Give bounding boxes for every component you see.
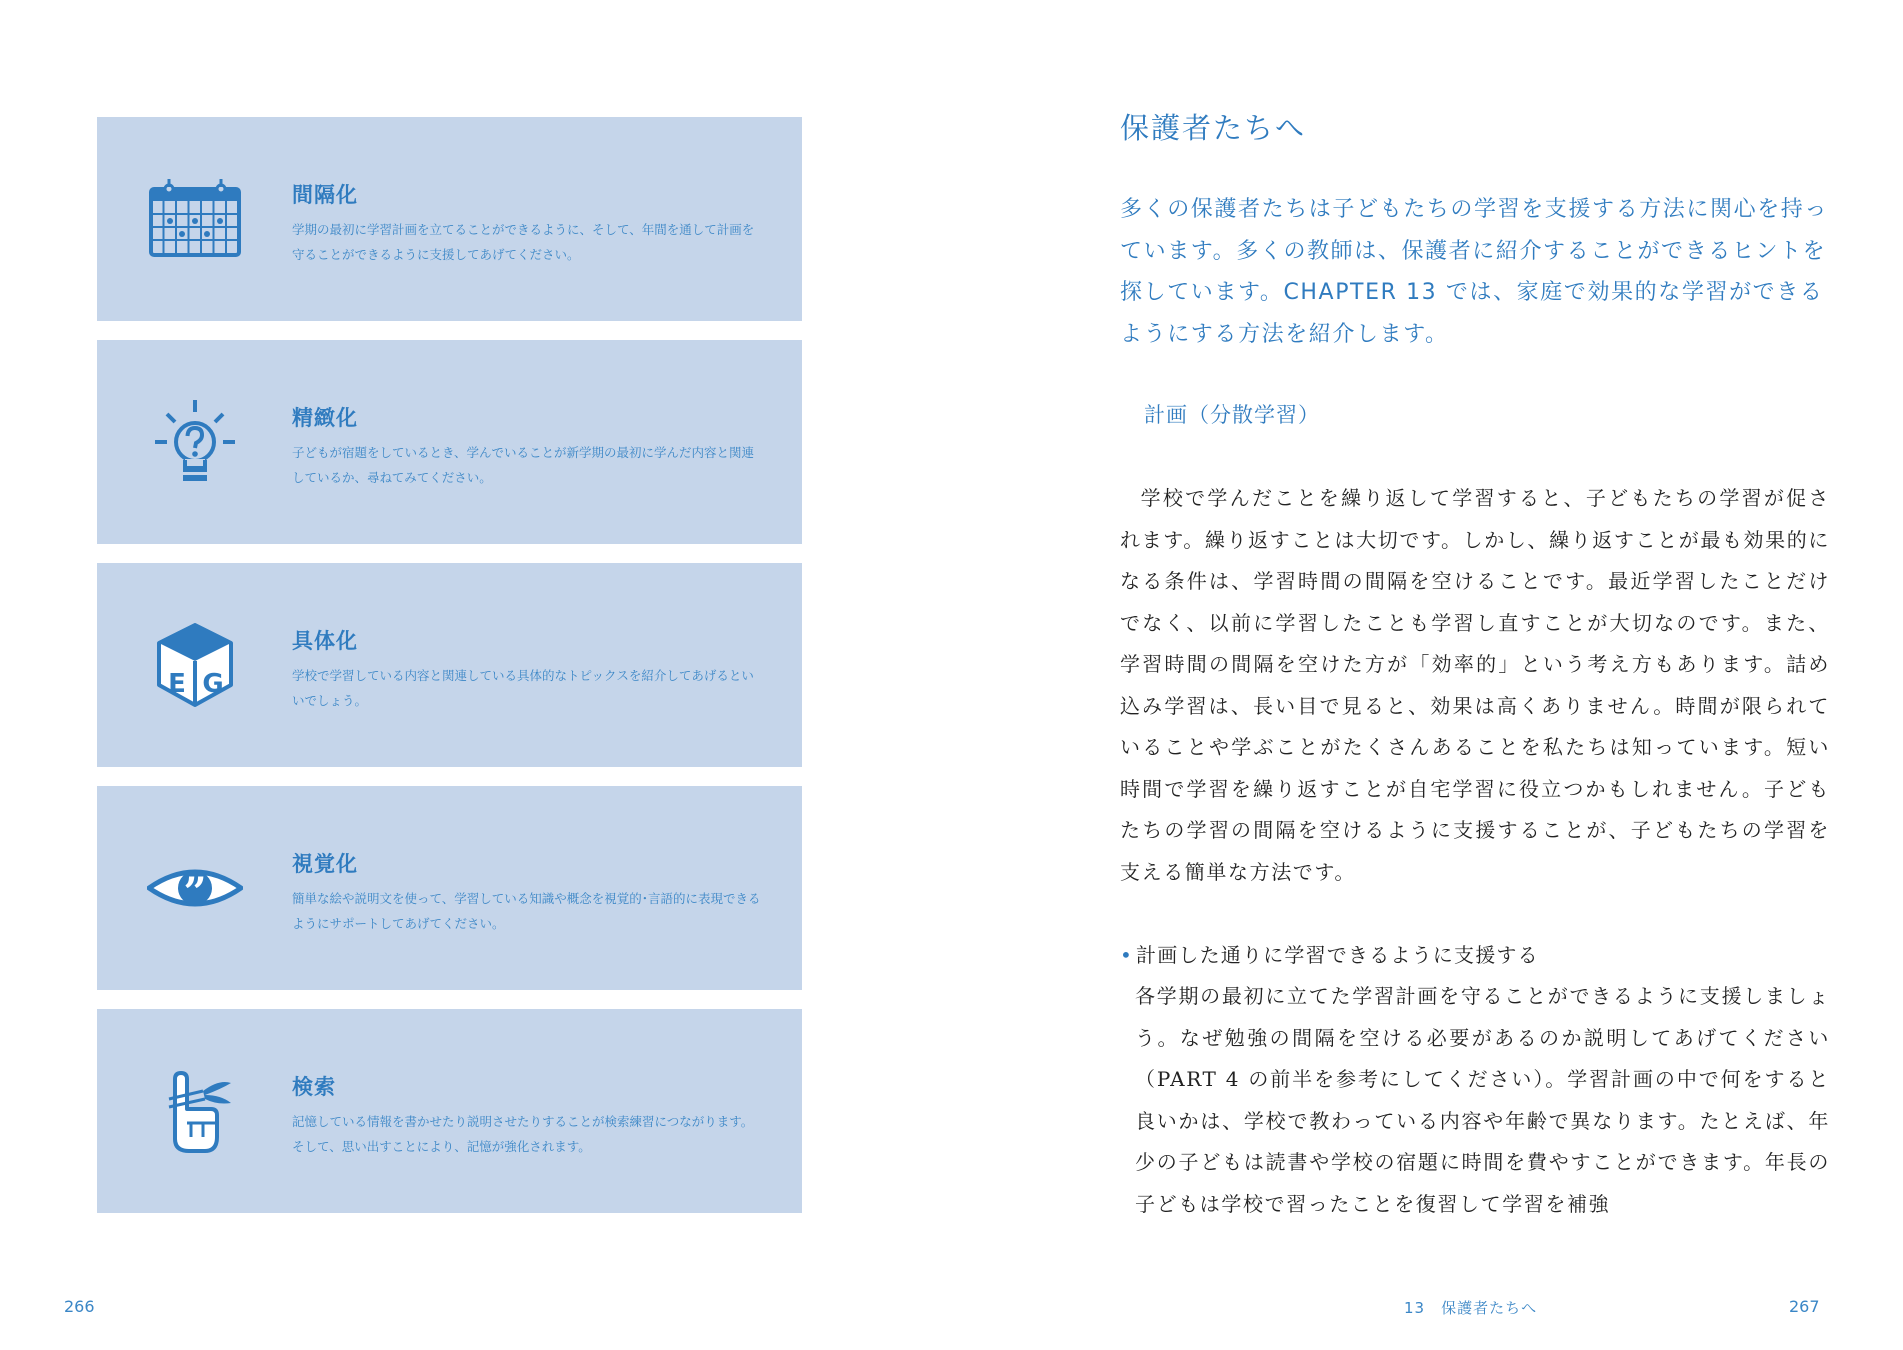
eg-cube-icon [147, 623, 243, 707]
card-title: 精緻化 [292, 406, 358, 430]
body-paragraph [1120, 478, 1830, 893]
left-page [0, 0, 951, 1350]
card-retrieval [97, 1009, 802, 1213]
right-page [951, 0, 1903, 1350]
svg-text:E: E [168, 669, 186, 699]
quote-eye-icon [147, 846, 243, 930]
card-title: 検索 [292, 1075, 336, 1099]
page-heading: 保護者たちへ [1120, 111, 1307, 145]
bullet-item [1120, 935, 1840, 977]
card-description: 学期の最初に学習計画を立てることができるように、そして、年間を通して計画を守ることができるように支援してあげてください。 [292, 222, 755, 262]
card-description: 学校で学習している内容と関連している具体的なトピックスを紹介してあげるといいでしょう。 [292, 668, 754, 708]
section-subheading: 計画（分散学習） [1144, 403, 1320, 427]
bullet-body: 各学期の最初に立てた学習計画を守ることができるように支援しましょう。なぜ勉強の間隔を空ける必要があるのか説明してあげてください（PART 4 の前半を参考にしてください）。学習計画の中で何をすると良いかは、学校で教わっている内容や年齢で異なります。たとえば、年少の子どもは読書や学校の宿題に時間を費やすことができます。年長の子どもは学校で習ったことを復習して学習を補強 [1135, 984, 1830, 1216]
card-title: 間隔化 [292, 183, 358, 207]
card-elaboration [97, 340, 802, 544]
bullet-title: 計画した通りに学習できるように支援する [1136, 943, 1539, 967]
card-title: 具体化 [292, 629, 358, 653]
finger-string-icon [147, 1069, 243, 1153]
card-dual-coding [97, 786, 802, 990]
svg-text:”: ” [183, 869, 207, 916]
card-title: 視覚化 [292, 852, 358, 876]
page-number-right: 267 [1789, 1297, 1820, 1316]
card-concrete-examples [97, 563, 802, 767]
svg-text:G: G [202, 669, 224, 699]
running-head: 13 保護者たちへ [1404, 1299, 1538, 1317]
page-number-left: 266 [64, 1297, 95, 1316]
card-description: 簡単な絵や説明文を使って、学習している知識や概念を視覚的･言語的に表現できるようにサポートしてあげてください。 [292, 891, 761, 931]
card-description: 子どもが宿題をしているとき、学んでいることが新学期の最初に学んだ内容と関連しているか、尋ねてみてください。 [292, 445, 755, 485]
body-text: 学校で学んだことを繰り返して学習すると、子どもたちの学習が促されます。繰り返すことは大切です。しかし、繰り返すことが最も効果的になる条件は、学習時間の間隔を空けることです。最近学習したことだけでなく、以前に学習したことも学習し直すことが大切なのです。また、学習時間の間隔を空けた方が「効率的」という考え方もあります。詰め込み学習は、長い目で見ると、効果は高くありません。時間が限られていることや学ぶことがたくさんあることを私たちは知っています。短い時間で学習を繰り返すことが自宅学習に役立つかもしれません。子どもたちの学習の間隔を空けるように支援することが、子どもたちの学習を支える簡単な方法です。 [1120, 486, 1830, 884]
lead-paragraph: 多くの保護者たちは子どもたちの学習を支援する方法に関心を持っています。多くの教師は、保護者に紹介することができるヒントを探しています。CHAPTER 13 では、家庭で効果的な学習ができるようにする方法を紹介します。 [1120, 197, 1829, 347]
question-bulb-icon [147, 400, 243, 484]
bullet-dot: • [1120, 943, 1133, 967]
card-spacing [97, 117, 802, 321]
card-description: 記憶している情報を書かせたり説明させたりすることが検索練習につながります。そして、思い出すことにより、記憶が強化されます。 [292, 1114, 754, 1154]
calendar-icon [147, 177, 243, 261]
